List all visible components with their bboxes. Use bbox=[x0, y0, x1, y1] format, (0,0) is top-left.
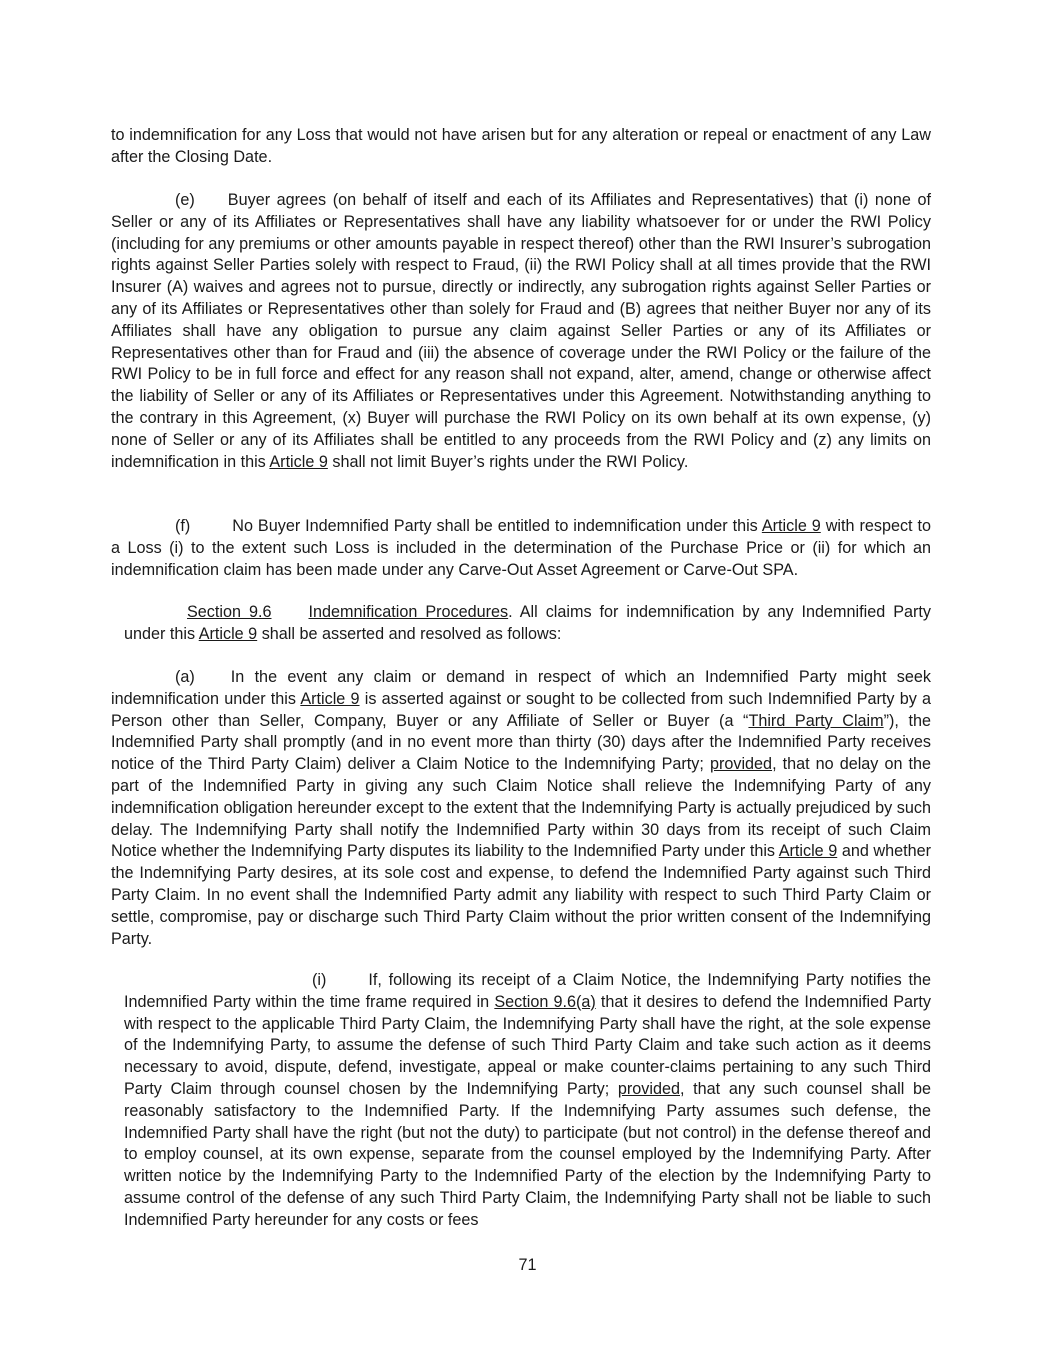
provided-term: provided bbox=[617, 1079, 680, 1098]
paragraph-f bbox=[111, 516, 931, 581]
section-9-6 bbox=[124, 602, 931, 646]
paragraph-f-text-1: No Buyer Indemnified Party shall be entitled to indemnification under this bbox=[232, 517, 758, 535]
paragraph-i bbox=[124, 970, 931, 1232]
article-9-reference: Article 9 bbox=[269, 452, 328, 471]
paragraph-i-label: (i) bbox=[312, 971, 327, 989]
section-text-1: . All claims for indemnification by any Indemnified Party under this bbox=[124, 603, 932, 643]
section-9-6-a-reference: Section 9.6(a) bbox=[494, 992, 596, 1011]
carryover-paragraph bbox=[111, 125, 931, 169]
carryover-text: to indemnification for any Loss that would not have arisen but for any alteration or repeal or enactment of any Law after the Closing Date. bbox=[111, 126, 931, 166]
paragraph-a-label: (a) bbox=[175, 668, 195, 686]
section-heading: Indemnification Procedures bbox=[308, 603, 509, 621]
article-9-reference: Article 9 bbox=[778, 842, 838, 861]
paragraph-a-text-3: ”), the Indemnified Party shall promptly (and in no event more than thirty (30) days after the Indemnified Party receives notice of the Third Party Claim) deliver a Claim Notice to the Indemnifying Party; bbox=[111, 711, 932, 774]
paragraph-a-text-4: , that no delay on the part of the Indemnified Party in giving any such Claim Notice shall relieve the Indemnifying Party of any indemnification obligation hereunder except to the extent that the Indemnifying Party is actually prejudiced by such delay. The Indemnifying Party shall notify the Indemnified Party within 30 days from its receipt of such Claim Notice whether the Indemnifying Party disputes its liability to the Indemnified Party under this bbox=[111, 755, 931, 861]
paragraph-f-label: (f) bbox=[175, 517, 191, 535]
provided-term: provided bbox=[709, 755, 773, 774]
paragraph-a-text-1: In the event any claim or demand in respect of which an Indemnified Party might seek indemnification under this bbox=[111, 668, 931, 708]
third-party-claim-term: Third Party Claim bbox=[748, 711, 884, 730]
paragraph-e-text-1: Buyer agrees (on behalf of itself and each of its Affiliates and Representatives) that (i) none of Seller or any of its Affiliates or Representatives shall have any liability whatsoever for or under the RWI Policy (including for any premiums or other amounts payable in respect thereof) other than the RWI Insurer’s subrogation rights against Seller Parties solely with respect to Fraud, (ii) the RWI Policy shall at all times provide that the RWI Insurer (A) waives and agrees not to pursue, directly or indirectly, any subrogation rights against Seller Parties or any of its Affiliates or Representatives other than solely for Fraud and (B) agrees that neither Buyer nor any of its Affiliates shall have any obligation to pursue any claim against Seller Parties or any of its Affiliates or Representatives other than for Fraud and (iii) the absence of coverage under the RWI Policy or the failure of the RWI Policy to be in full force and effect for any reason shall not expand, alter, amend, change or otherwise affect the liability of Seller or any of its Affiliates or Representatives under this Agreement. Notwithstanding anything to the contrary in this Agreement, (x) Buyer will purchase the RWI Policy on its own behalf at its own expense, (y) none of Seller or any of its Affiliates shall be entitled to any proceeds from the RWI Policy and (z) any limits on indemnification in this bbox=[111, 191, 931, 471]
paragraph-a-text-2: is asserted against or sought to be collected from such Indemnified Party by a Person other than Seller, Company, Buyer or any Affiliate of Seller or Buyer (a “ bbox=[111, 689, 932, 730]
paragraph-e-label: (e) bbox=[175, 191, 195, 209]
paragraph-f-text-2: with respect to a Loss (i) to the extent such Loss is included in the determination of the Purchase Price or (ii) for which an indemnification claim has been made under any Carve-Out Asset Agreement or Carve-Out SPA. bbox=[111, 517, 931, 579]
article-9-reference: Article 9 bbox=[761, 517, 821, 535]
paragraph-e-text-2: shall not limit Buyer’s rights under the RWI Policy. bbox=[332, 452, 689, 471]
article-9-reference: Article 9 bbox=[198, 624, 258, 643]
paragraph-a-text-5: and whether the Indemnifying Party desires, at its sole cost and expense, to defend the Indemnified Party against such Third Party Claim. In no event shall the Indemnified Party admit any liability with respect to such Third Party Claim or settle, compromise, pay or discharge such Third Party Claim without the prior written consent of the Indemnifying Party. bbox=[111, 842, 931, 948]
paragraph-a bbox=[111, 667, 931, 950]
paragraph-i-text-3: , that any such counsel shall be reasonably satisfactory to the Indemnified Party. If the Indemnifying Party assumes such defense, the Indemnified Party shall have the right (but not the duty) to participate (but not control) in the defense thereof and to employ counsel, at its own expense, separate from the counsel employed by the Indemnifying Party. After written notice by the Indemnifying Party to the Indemnified Party of the election by the Indemnifying Party to assume control of the defense of any such Third Party Claim, the Indemnifying Party shall not be liable to such Indemnified Party hereunder for any costs or fees bbox=[124, 1079, 931, 1229]
section-number: Section 9.6 bbox=[187, 603, 272, 621]
paragraph-e bbox=[111, 190, 931, 473]
paragraph-i-text-1: If, following its receipt of a Claim Notice, the Indemnifying Party notifies the Indemnified Party within the time frame required in bbox=[124, 971, 931, 1011]
paragraph-i-text-2: that it desires to defend the Indemnified Party with respect to the applicable Third Party Claim, the Indemnifying Party shall have the right, at the sole expense of the Indemnifying Party, to assume the defense of such Third Party Claim and take such action as it deems necessary to avoid, dispute, defend, investigate, appeal or make counter-claims pertaining to any such Third Party Claim through counsel chosen by the Indemnifying Party; bbox=[124, 992, 932, 1098]
page-number: 71 bbox=[518, 1256, 537, 1274]
article-9-reference: Article 9 bbox=[300, 689, 360, 708]
section-text-2: shall be asserted and resolved as follows: bbox=[261, 624, 562, 643]
